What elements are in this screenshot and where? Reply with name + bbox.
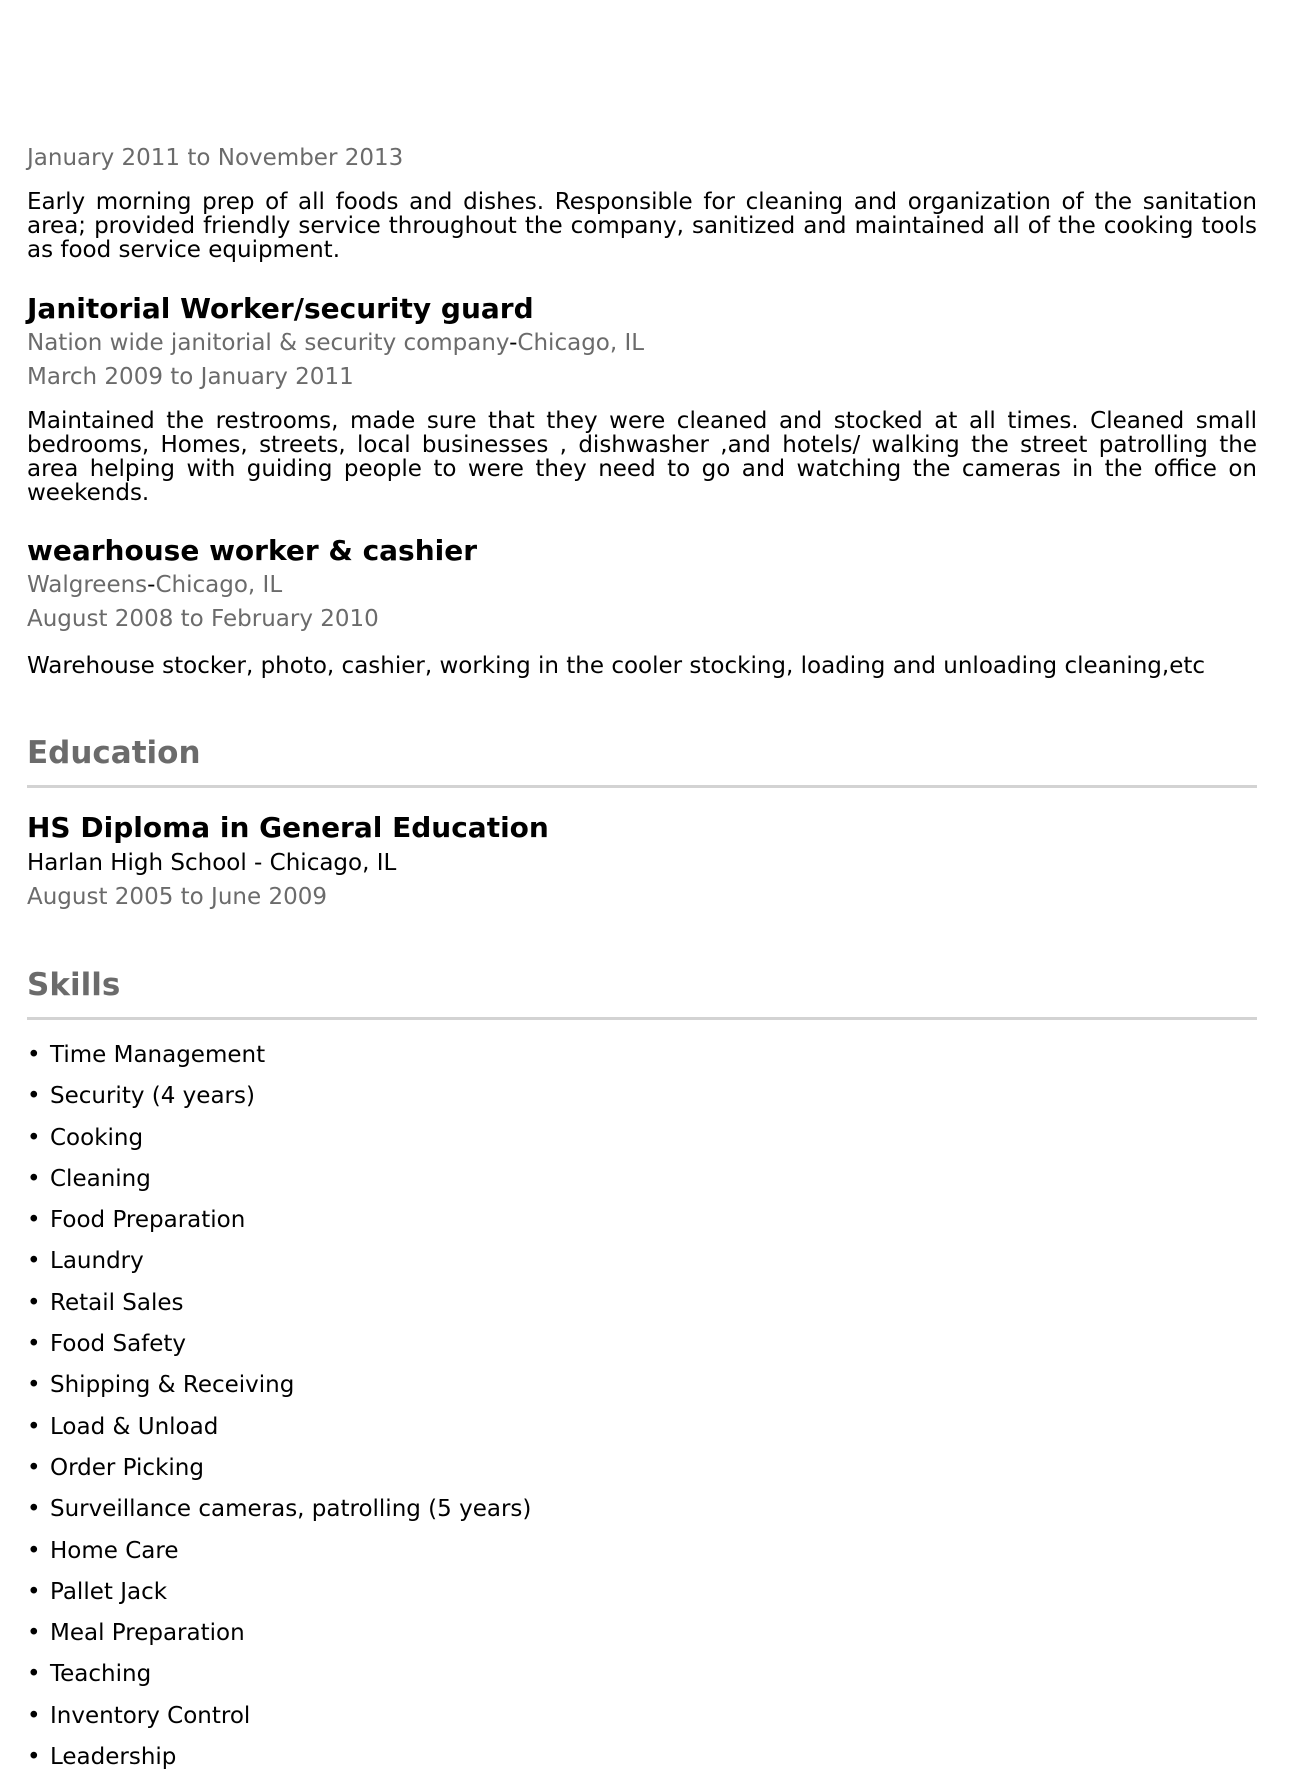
skill-label: Cleaning (50, 1165, 151, 1192)
skill-item (27, 1531, 1257, 1572)
job-company-line (27, 327, 1257, 360)
skill-item (27, 1696, 1257, 1737)
skill-label: Home Care (50, 1537, 179, 1564)
skills-section (27, 965, 1257, 1778)
skill-label: Load & Unload (50, 1413, 219, 1440)
bullet-icon: • (27, 1083, 41, 1110)
skill-label: Teaching (50, 1661, 152, 1688)
bullet-icon: • (27, 1413, 41, 1440)
skill-label: Retail Sales (50, 1289, 184, 1316)
skill-item (27, 1159, 1257, 1200)
skill-label: Time Management (50, 1042, 266, 1068)
skill-label: Meal Preparation (50, 1620, 245, 1647)
skill-label: Pallet Jack (50, 1578, 168, 1605)
skill-item (27, 1118, 1257, 1159)
skill-label: Food Preparation (50, 1207, 246, 1234)
job-entry (27, 533, 1257, 680)
job-description: Maintained the restrooms, made sure that they were cleaned and stocked at all times. Cleaned small bedrooms, Homes, streets, local businesses , dishwasher ,and hotels/ walking the street patrolling the area helping with guiding people to were they need to go and watching the cameras in the office on weekends. (27, 408, 1257, 506)
job-description: Warehouse stocker, photo, cashier, working in the cooler stocking, loading and unloading cleaning,etc (27, 653, 1206, 679)
education-section (27, 733, 1257, 914)
skill-label: Surveillance cameras, patrolling (5 years) (50, 1496, 532, 1523)
bullet-icon: • (27, 1124, 41, 1151)
job-entry (27, 291, 1257, 505)
skill-item (27, 1572, 1257, 1613)
skill-label: Shipping & Receiving (50, 1372, 295, 1399)
skill-label: Security (4 years) (50, 1083, 255, 1110)
job-dates: January 2011 to November 2013 (27, 145, 404, 171)
section-divider (27, 1017, 1257, 1020)
bullet-icon: • (27, 1620, 41, 1647)
job-dates: March 2009 to January 2011 (27, 364, 354, 390)
section-title-skills: Skills (27, 967, 121, 1003)
job-location: Chicago, IL (155, 572, 283, 598)
skill-item (27, 1654, 1257, 1695)
bullet-icon: • (27, 1372, 41, 1399)
skill-item (27, 1365, 1257, 1406)
job-company: Nation wide janitorial & security company (27, 330, 510, 356)
job-company: Walgreens (27, 572, 148, 598)
skill-item (27, 1200, 1257, 1241)
skill-item (27, 1324, 1257, 1365)
skill-item (27, 1489, 1257, 1530)
skill-item (27, 1241, 1257, 1282)
bullet-icon: • (27, 1042, 41, 1068)
skill-item (27, 1035, 1257, 1076)
job-location: Chicago, IL (517, 330, 645, 356)
bullet-icon: • (27, 1578, 41, 1605)
bullet-icon: • (27, 1702, 41, 1729)
company-separator: - (509, 330, 518, 356)
section-title-education: Education (27, 735, 201, 771)
job-company-line (27, 569, 1257, 602)
section-divider (27, 785, 1257, 788)
school-line: Harlan High School - Chicago, IL (27, 850, 397, 876)
skill-label: Food Safety (50, 1331, 187, 1358)
skill-item (27, 1737, 1257, 1778)
skill-label: Leadership (50, 1744, 177, 1771)
bullet-icon: • (27, 1496, 41, 1523)
skill-item (27, 1407, 1257, 1448)
job-description: Early morning prep of all foods and dishes. Responsible for cleaning and organization of the sanitation area; provided friendly service throughout the company, sanitized and maintained all of the cooking tools as food service equipment. (27, 189, 1257, 263)
job-title: Janitorial Worker/security guard (27, 292, 534, 325)
skill-item (27, 1448, 1257, 1489)
education-dates: August 2005 to June 2009 (27, 884, 327, 910)
degree-title: HS Diploma in General Education (27, 811, 549, 844)
bullet-icon: • (27, 1661, 41, 1688)
skill-item (27, 1613, 1257, 1654)
skill-item (27, 1076, 1257, 1117)
bullet-icon: • (27, 1248, 41, 1275)
skill-label: Laundry (50, 1248, 144, 1275)
skills-list (27, 1035, 1257, 1778)
job-title: wearhouse worker & cashier (27, 534, 478, 567)
bullet-icon: • (27, 1165, 41, 1192)
bullet-icon: • (27, 1454, 41, 1481)
bullet-icon: • (27, 1207, 41, 1234)
education-entry (27, 810, 1257, 914)
bullet-icon: • (27, 1331, 41, 1358)
job-entry (27, 141, 1257, 262)
skill-item (27, 1283, 1257, 1324)
skill-label: Cooking (50, 1124, 144, 1151)
job-dates: August 2008 to February 2010 (27, 606, 379, 632)
skill-label: Order Picking (50, 1454, 204, 1481)
skill-label: Inventory Control (50, 1702, 251, 1729)
bullet-icon: • (27, 1289, 41, 1316)
company-separator: - (147, 572, 156, 598)
bullet-icon: • (27, 1744, 41, 1771)
bullet-icon: • (27, 1537, 41, 1564)
